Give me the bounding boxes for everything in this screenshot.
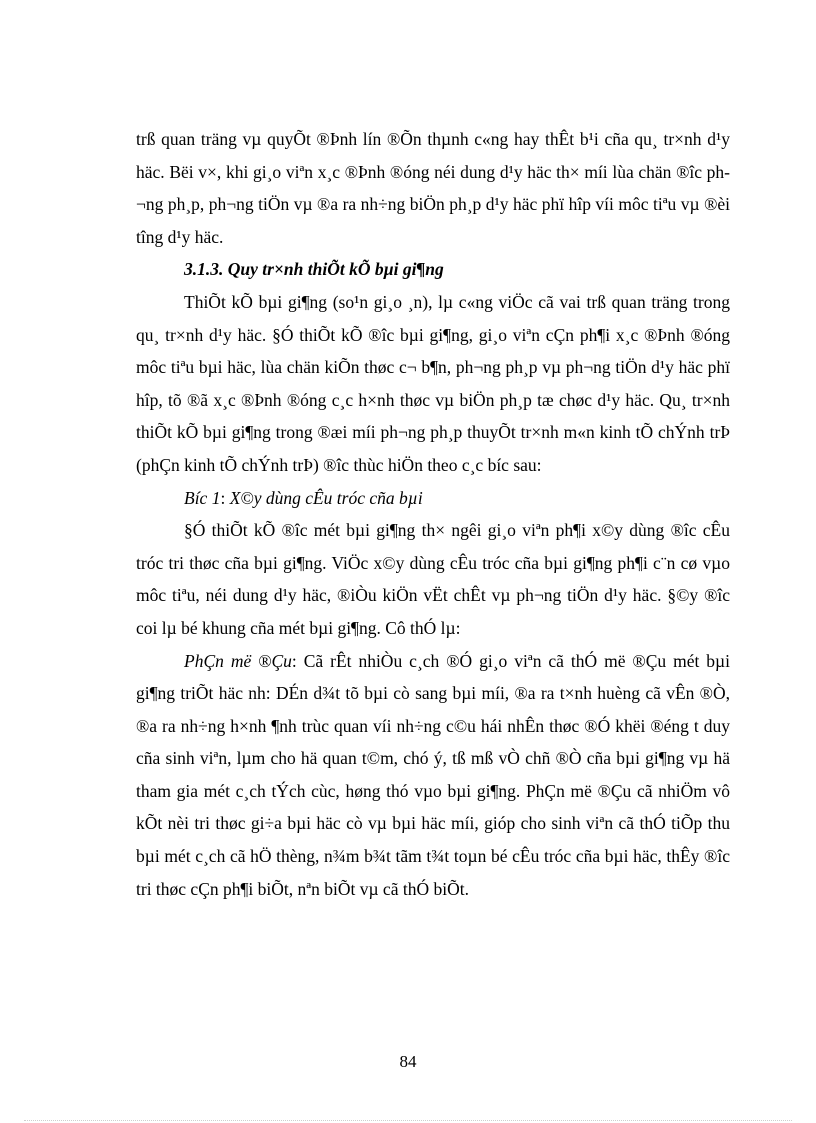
section-heading: 3.1.3. Quy tr×nh thiÕt kÕ bµi gi¶ng [184, 259, 444, 280]
page-number: 84 [399, 1052, 417, 1071]
opening-lead: PhÇn më ®Çu [184, 650, 292, 671]
step-label: Bíc 1 [184, 487, 221, 508]
paragraph-design-intro: ThiÕt kÕ bµi gi¶ng (so¹n gi¸o ¸n), lµ c«ng viÖc cã vai trß quan träng trong qu¸ tr×nh d¹y häc. §Ó thiÕt kÕ ®îc bµi gi¶ng, gi¸o viªn cÇn ph¶i x¸c ®Þnh ®óng môc tiªu bµi häc, lùa chän kiÕn thøc c¬ b¶n, ph¬ng ph¸p vµ ph¬ng tiÖn d¹y häc phï hîp, tõ ®ã x¸c ®Þnh ®óng c¸c h×nh thøc vµ biÖn ph¸p tæ chøc d¹y häc. Qu¸ tr×nh thiÕt kÕ bµi gi¶ng trong ®æi míi ph¬ng ph¸p thuyÕt tr×nh m«n kinh tÕ chÝnh trÞ (phÇn kinh tÕ chÝnh trÞ) ®îc thùc hiÖn theo c¸c bíc sau: [136, 291, 730, 475]
page-bottom-rule [24, 1120, 792, 1121]
opening-text: : Cã rÊt nhiÒu c¸ch ®Ó gi¸o viªn cã thÓ më ®Çu mét bµi gi¶ng triÕt häc nh: DÉn d¾t tõ bµi cò sang bµi míi, ®a ra t×nh huèng cã vÊn ®Ò, ®a ra nh÷ng h×nh ¶nh trùc quan víi nh÷ng c©u hái nhÊn thøc ®Ó khëi ®éng t duy cña sinh viªn, lµm cho hä quan t©m, chó ý, tß mß vÒ chñ ®Ò cña bµi gi¶ng vµ hä tham gia mét c¸ch tÝch cùc, høng thó vµo bµi gi¶ng. PhÇn më ®Çu cã nhiÖm vô kÕt nèi tri thøc gi÷a bµi häc cò vµ bµi häc míi, gióp cho sinh viªn cã thÓ tiÕp thu bµi mét c¸ch cã hÖ thèng, n¾m b¾t tãm t¾t toµn bé cÊu tróc cña bµi häc, thÊy ®îc tri thøc cÇn ph¶i biÕt, nªn biÕt vµ cã thÓ biÕt. [136, 650, 730, 899]
page-body [136, 123, 730, 905]
step-separator: : [220, 487, 230, 508]
paragraph-continuation: trß quan träng vµ quyÕt ®Þnh lín ®Õn thµnh c«ng hay thÊt b¹i cña qu¸ tr×nh d¹y häc. Bëi v×, khi gi¸o viªn x¸c ®Þnh ®óng néi dung d¹y häc th× míi lùa chän ®îc ph¬ng ph¸p, ph¬ng tiÖn vµ ®a ra nh÷ng biÖn ph¸p d¹y häc phï hîp víi môc tiªu vµ ®èi tîng d¹y häc. [136, 129, 730, 247]
paragraph-opening [136, 645, 730, 906]
step-line [136, 482, 730, 515]
step-text: X©y dùng cÊu tróc cña bµi [229, 487, 423, 508]
paragraph-structure: §Ó thiÕt kÕ ®îc mét bµi gi¶ng th× ngêi gi¸o viªn ph¶i x©y dùng ®îc cÊu tróc tri thøc cña bµi gi¶ng. ViÖc x©y dùng cÊu tróc cña bµi gi¶ng ph¶i c¨n cø vµo môc tiªu, néi dung d¹y häc, ®iÒu kiÖn vËt chÊt vµ ph¬ng tiÖn d¹y häc. §©y ®îc coi lµ bé khung cña mét bµi gi¶ng. Cô thÓ lµ: [136, 520, 730, 638]
